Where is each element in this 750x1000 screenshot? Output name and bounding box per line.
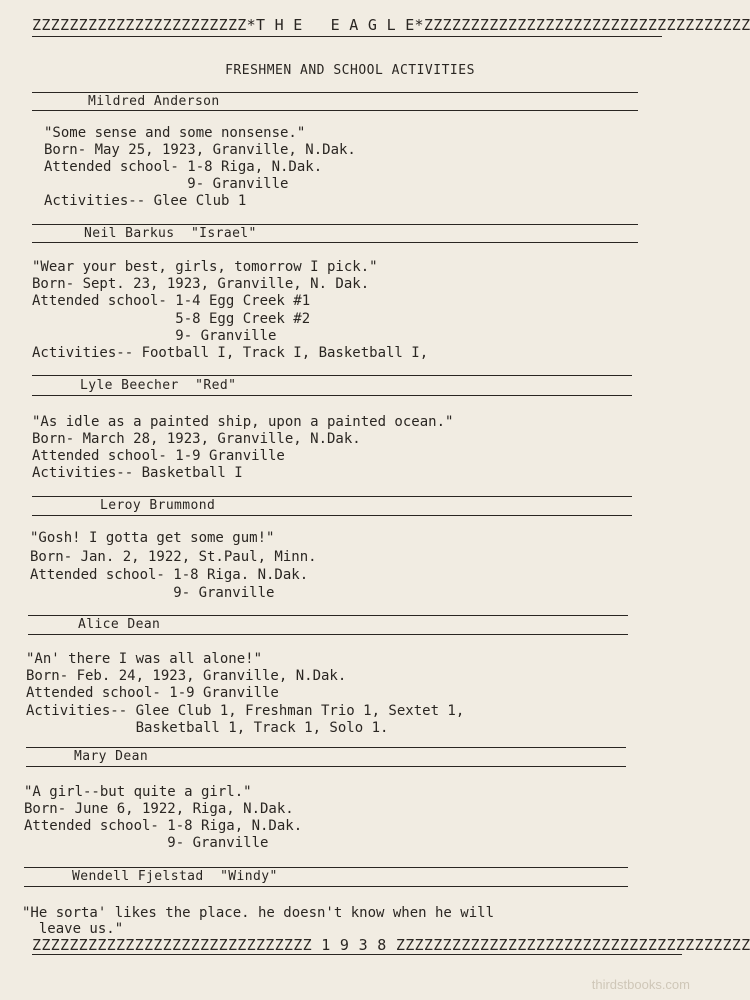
school-line: Attended school- 1-9 Granville [26,685,279,701]
name-rule-bottom [32,242,638,243]
name-rule-top [26,747,626,748]
footer-banner: ZZZZZZZZZZZZZZZZZZZZZZZZZZZZZZ 1 9 3 8 ZZZZZZZZZZZZZZZZZZZZZZZZZZZZZZZZZZZZZZ [32,936,750,954]
student-name: Wendell Fjelstad "Windy" [72,869,278,884]
student-quote: "He sorta' likes the place. he doesn't know when he will [22,905,495,921]
born-line: Born- Jan. 2, 1922, St.Paul, Minn. [30,549,317,565]
school-line: Attended school- 1-4 Egg Creek #1 [32,293,311,309]
activities-line: Activities-- Glee Club 1 [44,193,247,209]
born-line: Born- March 28, 1923, Granville, N.Dak. [32,431,361,447]
student-name: Neil Barkus "Israel" [84,226,257,241]
born-line: Born- May 25, 1923, Granville, N.Dak. [44,142,356,158]
student-name: Leroy Brummond [100,498,216,513]
student-quote: "Gosh! I gotta get some gum!" [30,530,275,546]
name-rule-top [28,615,628,616]
student-name: Mary Dean [74,749,149,764]
header-banner: ZZZZZZZZZZZZZZZZZZZZZZZ*T H E E A G L E*ZZZZZZZZZZZZZZZZZZZZZZZZZZZZZZZZZZZ [32,16,750,34]
activities-line: Activities-- Glee Club 1, Freshman Trio 1, Sextet 1, [26,703,465,719]
student-name: Lyle Beecher "Red" [80,378,237,393]
school-line: Attended school- 1-8 Riga, N.Dak. [44,159,323,175]
born-line: Born- Feb. 24, 1923, Granville, N.Dak. [26,668,347,684]
header-rule [32,36,662,37]
student-quote: "As idle as a painted ship, upon a painted ocean." [32,414,454,430]
student-quote: "Some sense and some nonsense." [44,125,306,141]
born-line: Born- Sept. 23, 1923, Granville, N. Dak. [32,276,370,292]
name-rule-top [32,224,638,225]
activities-line: Activities-- Football I, Track I, Basketball I, [32,345,429,361]
name-rule-top [24,867,628,868]
name-rule-top [32,496,632,497]
born-line: Born- June 6, 1922, Riga, N.Dak. [24,801,294,817]
school-line: 9- Granville [44,176,289,192]
name-rule-top [32,375,632,376]
name-rule-bottom [24,886,628,887]
section-title: FRESHMEN AND SCHOOL ACTIVITIES [225,63,475,78]
name-rule-bottom [32,395,632,396]
student-quote: "An' there I was all alone!" [26,651,263,667]
activities-line: Activities-- Basketball I [32,465,243,481]
name-rule-top [32,92,638,93]
name-rule-bottom [32,110,638,111]
footer-rule [32,954,682,955]
school-line: Attended school- 1-8 Riga. N.Dak. [30,567,309,583]
watermark: thirdstbooks.com [591,977,690,992]
school-line: Attended school- 1-9 Granville [32,448,285,464]
student-quote: leave us." [22,921,124,937]
student-name: Mildred Anderson [88,94,220,109]
school-line: 9- Granville [24,835,269,851]
school-line: 9- Granville [30,585,275,601]
name-rule-bottom [26,766,626,767]
name-rule-bottom [32,515,632,516]
student-quote: "Wear your best, girls, tomorrow I pick." [32,259,378,275]
activities-line: Basketball 1, Track 1, Solo 1. [26,720,389,736]
school-line: 9- Granville [32,328,277,344]
school-line: Attended school- 1-8 Riga, N.Dak. [24,818,303,834]
name-rule-bottom [28,634,628,635]
student-quote: "A girl--but quite a girl." [24,784,252,800]
student-name: Alice Dean [78,617,161,632]
school-line: 5-8 Egg Creek #2 [32,311,311,327]
